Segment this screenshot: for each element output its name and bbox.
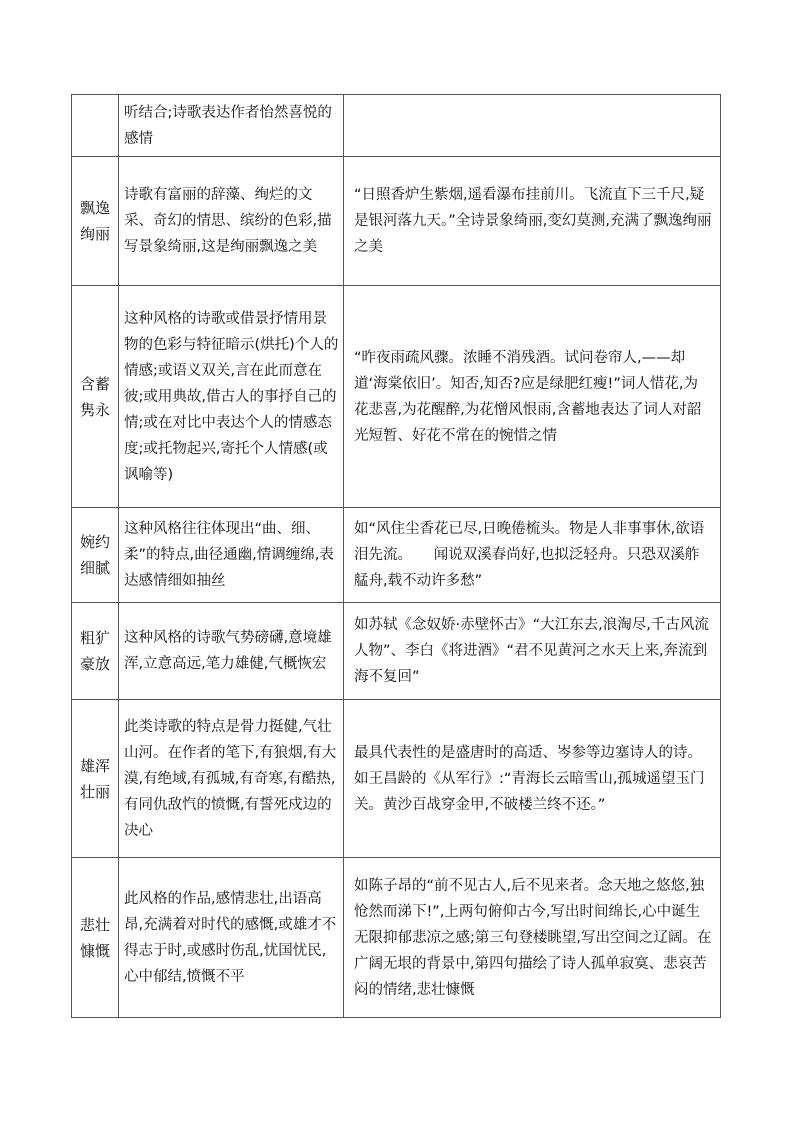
style-name-cell: 含蓄隽永 [72,286,119,508]
table-row [72,157,721,286]
example-cell: 最具代表性的是盛唐时的高适、岑参等边塞诗人的诗。如王昌龄的《从军行》:“青海长云暗雪山,孤城遥望玉门关。黄沙百战穿金甲,不破楼兰终不还。” [344,700,721,858]
description-cell: 这种风格的诗歌或借景抒情用景物的色彩与特征暗示(烘托)个人的情感;或语义双关,言在此而意在彼;或用典故,借古人的事抒自己的情;或在对比中表达个人的情感态度;或托物起兴,寄托个人情感(或讽喻等) [119,286,344,508]
description-cell: 此风格的作品,感情悲壮,出语高昂,充满着对时代的感慨,或雄才不得志于时,或感时伤乱,忧国忧民,心中郁结,愤慨不平 [119,858,344,1018]
description-cell: 听结合;诗歌表达作者怡然喜悦的感情 [119,95,344,157]
table-row [72,858,721,1018]
table-row [72,700,721,858]
description-cell: 此类诗歌的特点是骨力挺健,气壮山河。在作者的笔下,有狼烟,有大漠,有绝域,有孤城,有奇寒,有酷热,有同仇敌忾的愤慨,有誓死戍边的决心 [119,700,344,858]
description-cell: 这种风格的诗歌气势磅礴,意境雄浑,立意高远,笔力雄健,气概恢宏 [119,603,344,700]
style-name-cell: 悲壮慷慨 [72,858,119,1018]
example-cell: 如苏轼《念奴娇·赤壁怀古》“大江东去,浪淘尽,千古风流人物”、李白《将进酒》“君不见黄河之水天上来,奔流到海不复回” [344,603,721,700]
example-cell [344,95,721,157]
table-row [72,508,721,603]
style-name-cell: 婉约细腻 [72,508,119,603]
example-cell: “昨夜雨疏风骤。浓睡不消残酒。试问卷帘人,——却道‘海棠依旧’。知否,知否?应是绿肥红瘦!”词人惜花,为花悲喜,为花醒醉,为花憎风恨雨,含蓄地表达了词人对韶光短暂、好花不常在的惋惜之情 [344,286,721,508]
style-name-cell: 雄浑壮丽 [72,700,119,858]
example-cell: 如陈子昂的“前不见古人,后不见来者。念天地之悠悠,独怆然而涕下!”,上两句俯仰古今,写出时间绵长,心中诞生无限抑郁悲凉之感;第三句登楼眺望,写出空间之辽阔。在广阔无垠的背景中,第四句描绘了诗人孤单寂寞、悲哀苦闷的情绪,悲壮慷慨 [344,858,721,1018]
table-row [72,95,721,157]
table-row [72,603,721,700]
poetry-style-table [71,94,721,1018]
style-name-cell: 粗犷豪放 [72,603,119,700]
style-name-cell [72,95,119,157]
style-name-cell: 飘逸绚丽 [72,157,119,286]
example-cell: 如“风住尘香花已尽,日晚倦梳头。物是人非事事休,欲语泪先流。 闻说双溪春尚好,也拟泛轻舟。只恐双溪舴艋舟,载不动许多愁” [344,508,721,603]
table-row [72,286,721,508]
example-cell: “日照香炉生紫烟,遥看瀑布挂前川。飞流直下三千尺,疑是银河落九天。”全诗景象绮丽,变幻莫测,充满了飘逸绚丽之美 [344,157,721,286]
description-cell: 这种风格往往体现出“曲、细、柔”的特点,曲径通幽,情调缠绵,表达感情细如抽丝 [119,508,344,603]
description-cell: 诗歌有富丽的辞藻、绚烂的文采、奇幻的情思、缤纷的色彩,描写景象绮丽,这是绚丽飘逸之美 [119,157,344,286]
